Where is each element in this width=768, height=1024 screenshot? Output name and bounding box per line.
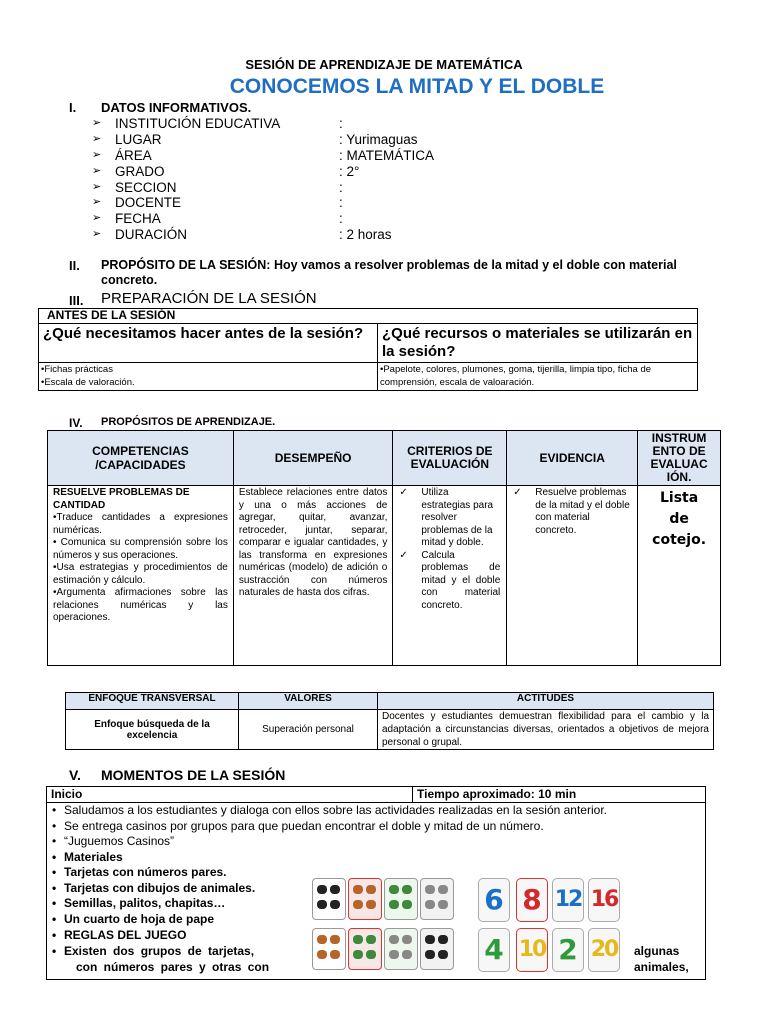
preparation-table-title: ANTES DE LA SESIÓN (39, 309, 698, 324)
info-label: FECHA (115, 211, 161, 226)
session-subtitle: CONOCEMOS LA MITAD Y EL DOBLE (229, 75, 605, 98)
list-item: • Saludamos a los estudiantes y dialoga con ellos sobre las actividades realizadas en la sesión anterior. (52, 803, 607, 817)
header-criterios: CRITERIOS DE EVALUACIÓN (393, 431, 507, 486)
section-3-number: III. (69, 293, 84, 308)
session-title: SESIÓN DE APRENDIZAJE DE MATEMÁTICA (245, 57, 523, 72)
capacidad-item: •Traduce cantidades a expresiones numéricas. (53, 512, 228, 536)
arrow-icon: ➢ (92, 212, 102, 224)
continuation-right-1: algunas (634, 944, 680, 958)
animal-icon (330, 885, 340, 894)
continuation-line: con números pares y otras con (76, 960, 270, 974)
header-evidencia: EVIDENCIA (507, 431, 638, 486)
arrow-icon: ➢ (92, 181, 102, 193)
list-item: • “Juguemos Casinos” (52, 834, 175, 848)
animal-icon (402, 900, 412, 909)
list-item: • Existen dos grupos de tarjetas, (52, 944, 255, 958)
capacidad-item: •Argumenta afirmaciones sobre las relaciones numéricas y las operaciones. (53, 587, 228, 623)
animal-icon (366, 950, 376, 959)
list-item: • Tarjetas con números pares. (52, 865, 227, 879)
section-3-title: PREPARACIÓN DE LA SESIÓN (101, 290, 317, 307)
info-label: LUGAR (115, 132, 162, 147)
info-label: GRADO (115, 164, 165, 179)
number-card: 12 (552, 878, 584, 922)
info-value: : MATEMÁTICA (339, 148, 435, 163)
animal-icon (389, 935, 399, 944)
header-desempeno: DESEMPEÑO (233, 431, 393, 486)
animal-icon (330, 950, 340, 959)
section-4-title: PROPÓSITOS DE APRENDIZAJE. (101, 416, 276, 428)
arrow-icon: ➢ (92, 133, 102, 145)
continuation-right-2: animales, (634, 960, 689, 974)
question-materials: ¿Qué recursos o materiales se utilizarán en la sesión? (378, 324, 698, 363)
animal-icon (425, 950, 435, 959)
header-instrumento: INSTRUMENTO DE EVALUACIÓN. (638, 431, 721, 486)
animal-icon (425, 935, 435, 944)
check-icon: ✓ (399, 549, 408, 561)
animal-icon (402, 885, 412, 894)
info-value: : 2° (339, 164, 360, 179)
capacidad-item: •Usa estrategias y procedimientos de estimación y cálculo. (53, 562, 228, 586)
animal-card (348, 878, 382, 920)
number-card: 20 (588, 928, 620, 972)
animal-card (384, 878, 418, 920)
instrumento-cell: Lista de cotejo. (638, 486, 721, 666)
preparation-table (38, 308, 698, 391)
info-label: DURACIÓN (115, 227, 188, 242)
animal-icon (402, 935, 412, 944)
section-2-number: II. (69, 258, 80, 273)
animal-icon (317, 900, 327, 909)
number-card: 8 (516, 878, 548, 922)
list-item: • Materiales (52, 850, 123, 864)
animal-icon (353, 900, 363, 909)
info-value: : (339, 211, 343, 226)
list-item: •Escala de valoración. (41, 377, 135, 388)
animal-icon (353, 935, 363, 944)
animal-icon (366, 900, 376, 909)
info-value: : (339, 180, 343, 195)
number-card: 4 (478, 928, 510, 972)
list-item: • Tarjetas con dibujos de animales. (52, 881, 256, 895)
animal-card (420, 928, 454, 970)
question-before-session: ¿Qué necesitamos hacer antes de la sesión? (39, 324, 378, 363)
check-icon: ✓ (399, 487, 408, 498)
actitud-cell: Docentes y estudiantes demuestran flexibilidad para el cambio y la adaptación a circunstancias diversas, orientados a objetivos de mejora personal o grupal. (378, 710, 714, 750)
animal-card (312, 928, 346, 970)
valor-cell: Superación personal (239, 710, 378, 750)
list-item: • REGLAS DEL JUEGO (52, 928, 187, 942)
animal-icon (425, 900, 435, 909)
animal-icon (402, 950, 412, 959)
info-label: ÁREA (115, 148, 152, 163)
competencies-table (47, 430, 721, 666)
header-competencias: COMPETENCIAS /CAPACIDADES (48, 431, 234, 486)
animal-icon (330, 935, 340, 944)
animal-icon (330, 900, 340, 909)
number-card: 6 (478, 878, 510, 922)
info-label: SECCION (115, 180, 177, 195)
criterio-item: ✓ Utiliza estrategias para resolver problemas de la mitad y doble. (399, 487, 494, 548)
check-icon: ✓ (513, 487, 522, 498)
number-card: 2 (552, 928, 584, 972)
purpose-label: PROPÓSITO DE LA SESIÓN: (101, 258, 271, 272)
animal-icon (317, 885, 327, 894)
info-label: DOCENTE (115, 195, 182, 210)
animal-icon (366, 935, 376, 944)
animal-icon (438, 885, 448, 894)
arrow-icon: ➢ (92, 117, 102, 129)
animal-icon (353, 950, 363, 959)
info-value: : 2 horas (339, 227, 392, 242)
desempeno-cell: Establece relaciones entre datos y una o más acciones de agregar, quitar, avanzar, retroceder, juntar, separar, comparar e igualar cantidades, y las transforma en expresiones numéricas (modelo) de adición o sustracción con números naturales de hasta dos cifras. (233, 486, 393, 666)
header-enfoque: ENFOQUE TRANSVERSAL (66, 693, 239, 710)
animal-card (312, 878, 346, 920)
list-item: • Se entrega casinos por grupos para que puedan encontrar el doble y mitad de un número. (52, 819, 544, 833)
purpose-text (101, 258, 701, 288)
tiempo-label: Tiempo aproximado: 10 min (413, 787, 706, 803)
list-item: •Fichas prácticas (41, 364, 113, 375)
arrow-icon: ➢ (92, 228, 102, 240)
animal-icon (389, 900, 399, 909)
animal-icon (317, 935, 327, 944)
info-value: : (339, 116, 343, 131)
animal-card (384, 928, 418, 970)
number-card: 10 (516, 928, 548, 972)
section-1-title: DATOS INFORMATIVOS. (101, 100, 252, 115)
animal-card (420, 878, 454, 920)
section-5-number: V. (69, 767, 81, 783)
animal-icon (317, 950, 327, 959)
competencias-cell (48, 486, 234, 666)
animal-icon (425, 885, 435, 894)
criterio-item: ✓ Calcula problemas de mitad y el doble con material concreto. (399, 549, 501, 611)
animal-icon (389, 950, 399, 959)
evidencia-item: ✓ Resuelve problemas de la mitad y el doble con material concreto. (513, 487, 630, 536)
capacidad-item: • Comunica su comprensión sobre los números y sus operaciones. (53, 537, 228, 561)
header-valores: VALORES (239, 693, 378, 710)
animal-icon (389, 885, 399, 894)
list-item: • Un cuarto de hoja de pape (52, 912, 215, 926)
animal-card (348, 928, 382, 970)
info-value: : Yurimaguas (339, 132, 418, 147)
header-actitudes: ACTITUDES (378, 693, 714, 710)
criterios-cell (393, 486, 507, 666)
animal-icon (438, 900, 448, 909)
inicio-label: Inicio (47, 787, 413, 803)
evidencia-cell (507, 486, 638, 666)
purpose-body-2: concreto. (101, 273, 158, 287)
section-4-number: IV. (69, 416, 83, 430)
arrow-icon: ➢ (92, 149, 102, 161)
animal-icon (353, 885, 363, 894)
arrow-icon: ➢ (92, 196, 102, 208)
animal-icon (438, 950, 448, 959)
before-session-list (39, 363, 378, 391)
enfoque-cell: Enfoque búsqueda de la excelencia (66, 710, 239, 750)
section-5-title: MOMENTOS DE LA SESIÓN (101, 767, 286, 783)
info-label: INSTITUCIÓN EDUCATIVA (115, 116, 281, 131)
competencia-title: RESUELVE PROBLEMAS DE CANTIDAD (53, 487, 190, 511)
section-1-number: I. (69, 100, 77, 115)
arrow-icon: ➢ (92, 165, 102, 177)
number-card: 16 (588, 878, 620, 922)
list-item: • Semillas, palitos, chapitas… (52, 896, 226, 910)
materials-list: •Papelote, colores, plumones, goma, tijerilla, limpia tipo, ficha de comprensión, escala de valoaración. (378, 363, 698, 391)
purpose-body: Hoy vamos a resolver problemas de la mitad y el doble con material (270, 258, 677, 272)
animal-icon (366, 885, 376, 894)
enfoque-table (65, 692, 714, 750)
info-value: : (339, 195, 343, 210)
animal-icon (438, 935, 448, 944)
